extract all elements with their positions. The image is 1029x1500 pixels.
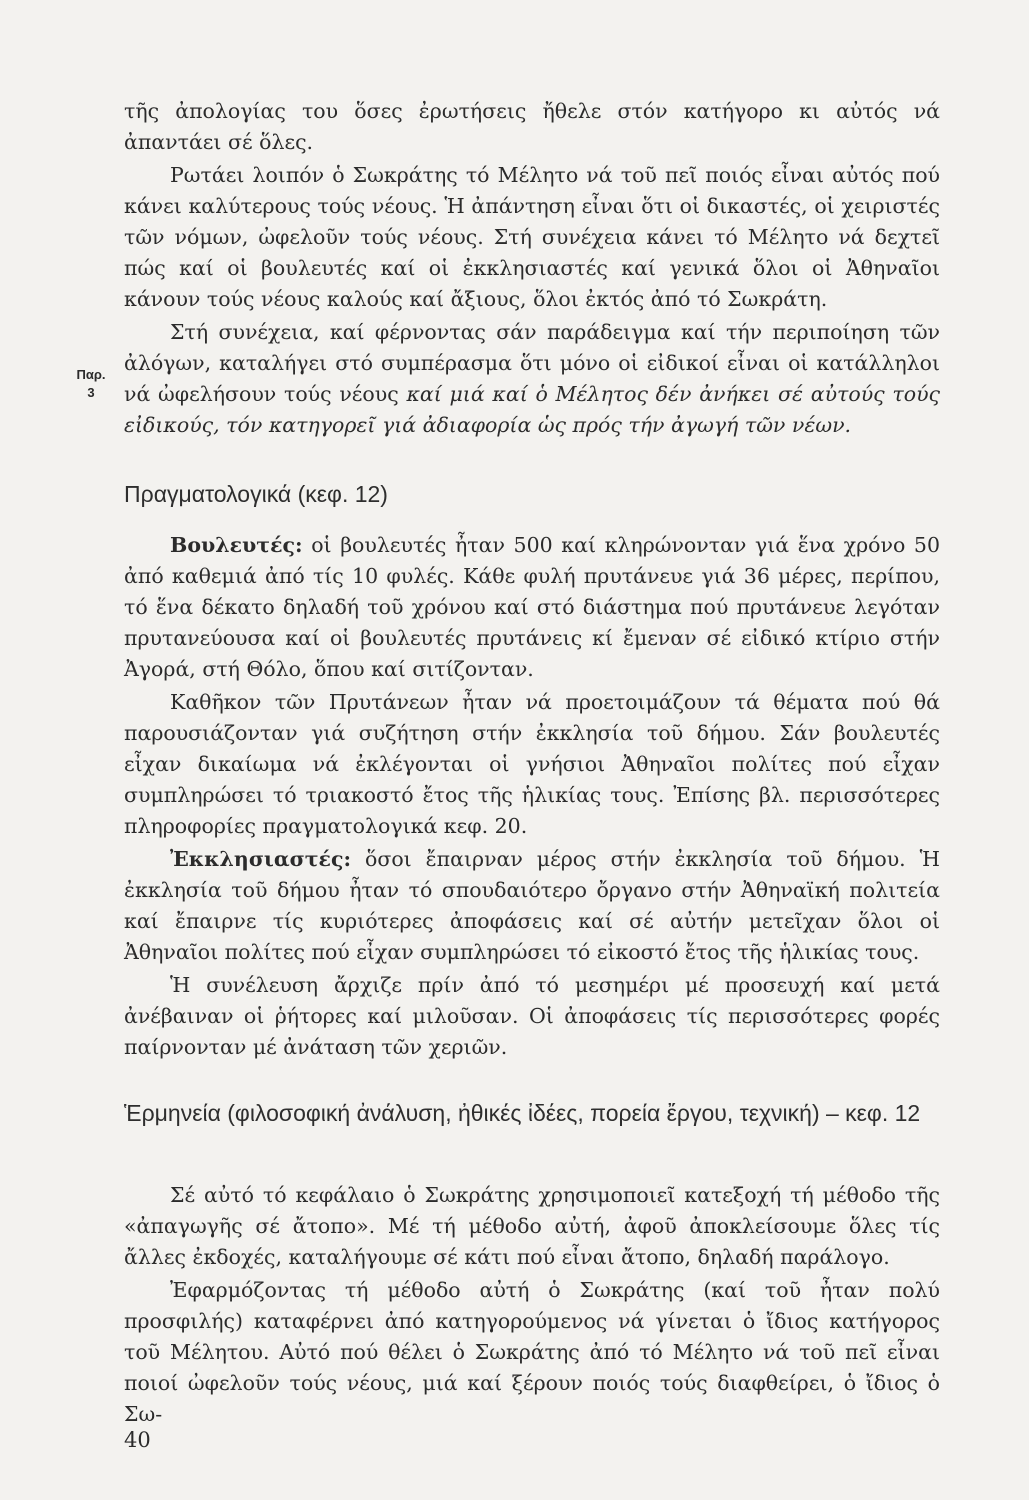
page-number: 40 — [124, 1428, 151, 1452]
continuation-block — [124, 96, 940, 443]
paragraph — [124, 530, 940, 685]
margin-note-label: Παρ. — [76, 367, 106, 382]
paragraph: Ἡ συνέλευση ἄρχιζε πρίν ἀπό τό μεσημέρι μέ προσευχή καί μετά ἀνέβαιναν οἱ ῥήτορες καί μιλοῦσαν. Οἱ ἀποφάσεις τίς περισσότερες φορές παίρνονταν μέ ἀνάταση τῶν χεριῶν. — [124, 973, 940, 1059]
margin-note-number: 3 — [87, 385, 95, 400]
paragraph: Σέ αὐτό τό κεφάλαιο ὁ Σωκράτης χρησιμοποιεῖ κατεξοχή τή μέθοδο τῆς «ἀπαγωγῆς σέ ἄτοπο». Μέ τή μέθοδο αὐτή, ἀφοῦ ἀποκλείσουμε ὅλες τίς ἄλλες ἐκδοχές, καταλήγουμε σέ κάτι πού εἶναι ἄτοπο, δηλαδή παράλογο. — [124, 1183, 940, 1269]
paragraph-text: ὅσοι ἔπαιρναν μέρος στήν ἐκκλησία τοῦ δήμου. Ἡ ἐκκλησία τοῦ δήμου ἦταν τό σπουδαιότερο ὄργανο στήν Ἀθηναϊκή πολιτεία καί ἔπαιρνε τίς κυριότερες ἀποφάσεις καί σέ αὐτήν μετεῖχαν ὅλοι οἱ Ἀθηναῖοι πολίτες πού εἶχαν συμπληρώσει τό εἰκοστό ἔτος τῆς ἡλικίας τους. — [124, 847, 940, 964]
paragraph — [124, 317, 940, 441]
section-body — [124, 530, 940, 1065]
paragraph: Ἐφαρμόζοντας τή μέθοδο αὐτή ὁ Σωκράτης (καί τοῦ ἦταν πολύ προσφιλής) καταφέρνει ἀπό κατηγορούμενος νά γίνεται ὁ ἴδιος κατήγορος τοῦ Μέλητου. Αὐτό πού θέλει ὁ Σωκράτης ἀπό τό Μέλητο νά τοῦ πεῖ εἶναι ποιοί ὠφελοῦν τούς νέους, μιά καί ξέρουν ποιός τούς διαφθείρει, ὁ ἴδιος ὁ Σω- — [124, 1278, 940, 1426]
paragraph: Ρωτάει λοιπόν ὁ Σωκράτης τό Μέλητο νά τοῦ πεῖ ποιός εἶναι αὐτός πού κάνει καλύτερους τούς νέους. Ἡ ἀπάντηση εἶναι ὅτι οἱ δικαστές, οἱ χειριστές τῶν νόμων, ὠφελοῦν τούς νέους. Στή συνέχεια κάνει τό Μέλητο νά δεχτεῖ πώς καί οἱ βουλευτές καί οἱ ἐκκλησιαστές καί γενικά ὅλοι οἱ Ἀθηναῖοι κάνουν τούς νέους καλούς καί ἄξιους, ὅλοι ἐκτός ἀπό τό Σωκράτη. — [124, 163, 940, 311]
section-body — [124, 1180, 940, 1432]
paragraph-text: οἱ βουλευτές ἦταν 500 καί κληρώνονταν γιά ἕνα χρόνο 50 ἀπό καθεμιά ἀπό τίς 10 φυλές. Κάθε φυλή πρυτάνευε γιά 36 μέρες, περίπου, τό ἕνα δέκατο δηλαδή τοῦ χρόνου καί στό διάστημα πού πρυτάνευε λεγόταν πρυτανεύουσα καί οἱ βουλευτές πρυτάνεις κί ἔμεναν σέ εἰδικό κτίριο στήν Ἀγορά, στή Θόλο, ὅπου καί σιτίζονταν. — [124, 533, 940, 681]
section-heading: Πραγματολογικά (κεφ. 12) — [124, 481, 388, 507]
paragraph-text: Στή συνέχεια, καί φέρνοντας σάν παράδειγμα καί τήν περιποίηση τῶν ἀλόγων, καταλήγει στό συμπέρασμα ὅτι μόνο οἱ εἰδικοί εἶναι οἱ κατάλληλοι νά ὠφελήσουν τούς νέους — [124, 320, 940, 406]
term: Βουλευτές: — [170, 533, 303, 557]
paragraph: Καθῆκον τῶν Πρυτάνεων ἦταν νά προετοιμάζουν τά θέματα πού θά παρουσιάζονταν γιά συζήτηση στήν ἐκκλησία τοῦ δήμου. Σάν βουλευτές εἶχαν δικαίωμα νά ἐκλέγονται οἱ γνήσιοι Ἀθηναῖοι πολίτες πού εἶχαν συμπληρώσει τό τριακοστό ἔτος τῆς ἡλικίας τους. Ἐπίσης βλ. περισσότερες πληροφορίες πραγματολογικά κεφ. 20. — [124, 690, 940, 838]
paragraph: τῆς ἀπολογίας του ὅσες ἐρωτήσεις ἤθελε στόν κατήγορο κι αὐτός νά ἀπαντάει σέ ὅλες. — [124, 99, 940, 154]
margin-note — [76, 366, 106, 402]
section-heading: Ἑρμηνεία (φιλοσοφική ἀνάλυση, ἠθικές ἰδέες, πορεία ἔργου, τεχνική) – κεφ. 12 — [124, 1100, 921, 1126]
paragraph — [124, 844, 940, 968]
term: Ἐκκλησιαστές: — [170, 847, 352, 871]
italic-text: καί μιά καί ὁ Μέλητος δέν ἀνήκει σέ αὐτούς τούς εἰδικούς, τόν κατηγορεῖ γιά ἀδιαφορία ὡς πρός τήν ἀγωγή τῶν νέων. — [124, 382, 941, 437]
